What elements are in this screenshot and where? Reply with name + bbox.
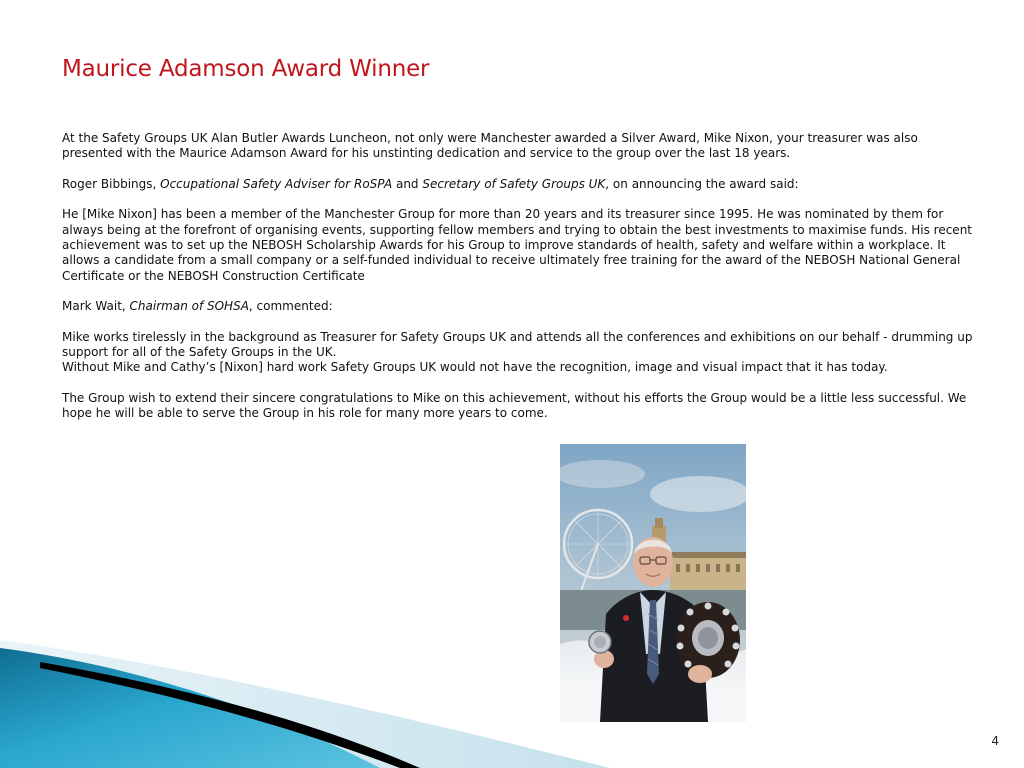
swoosh-light-band [0,640,610,768]
speaker1-role2: Secretary of Safety Groups UK [422,176,606,191]
speaker1-sep: , [152,176,161,191]
speaker2-tail: , commented: [248,299,333,314]
speaker2-paragraph [62,299,974,314]
speaker1-paragraph [62,177,974,192]
slide-title: Maurice Adamson Award Winner [62,56,430,82]
page-number: 4 [991,734,999,748]
quote2-paragraph [62,330,974,376]
speaker1-name: Roger Bibbings [62,176,153,191]
swoosh-teal-band [0,648,380,768]
speaker2-sep: , [121,299,130,314]
speaker2-name: Mark Wait [62,299,122,314]
speaker1-tail: , on announcing the award said: [605,176,799,191]
quote2-line1: Mike works tirelessly in the background as Treasurer for Safety Groups UK and attends all the conferences and exhibitions on our behalf - drumming up support for all of the Safety Groups in the UK. [62,329,973,360]
swoosh-black-stripe [40,662,420,768]
intro-paragraph: At the Safety Groups UK Alan Butler Awards Luncheon, not only were Manchester awarded a Silver Award, Mike Nixon, your treasurer was also presented with the Maurice Adamson Award for his unstinting dedication and service to the group over the last 18 years. [62,131,918,161]
award-winner-photo [560,444,746,722]
photo-illustration [560,444,746,722]
slide-body [62,131,974,437]
closing-paragraph: The Group wish to extend their sincere congratulations to Mike on this achievement, without his efforts the Group would be a little less successful. We hope he will be able to serve the Group in his role for many more years to come. [62,391,967,421]
speaker1-and: and [392,176,423,191]
quote2-line2: Without Mike and Cathy’s [Nixon] hard work Safety Groups UK would not have the recognition, image and visual impact that it has today. [62,360,888,375]
speaker2-role1: Chairman of SOHSA [129,299,249,314]
speaker1-role1: Occupational Safety Adviser for RoSPA [160,176,393,191]
quote1-paragraph: He [Mike Nixon] has been a member of the Manchester Group for more than 20 years and its treasurer since 1995. He was nominated by them for always being at the forefront of organising events, supporting fellow members and trying to obtain the best investments to maximise funds. His recent achievement was to set up the NEBOSH Scholarship Awards for his Group to improve standards of health, safety and welfare within a workplace. It allows a candidate from a small company or a self-funded individual to receive ultimately free training for the award of the NEBOSH National General Certificate or the NEBOSH Construction Certificate [62,207,973,283]
